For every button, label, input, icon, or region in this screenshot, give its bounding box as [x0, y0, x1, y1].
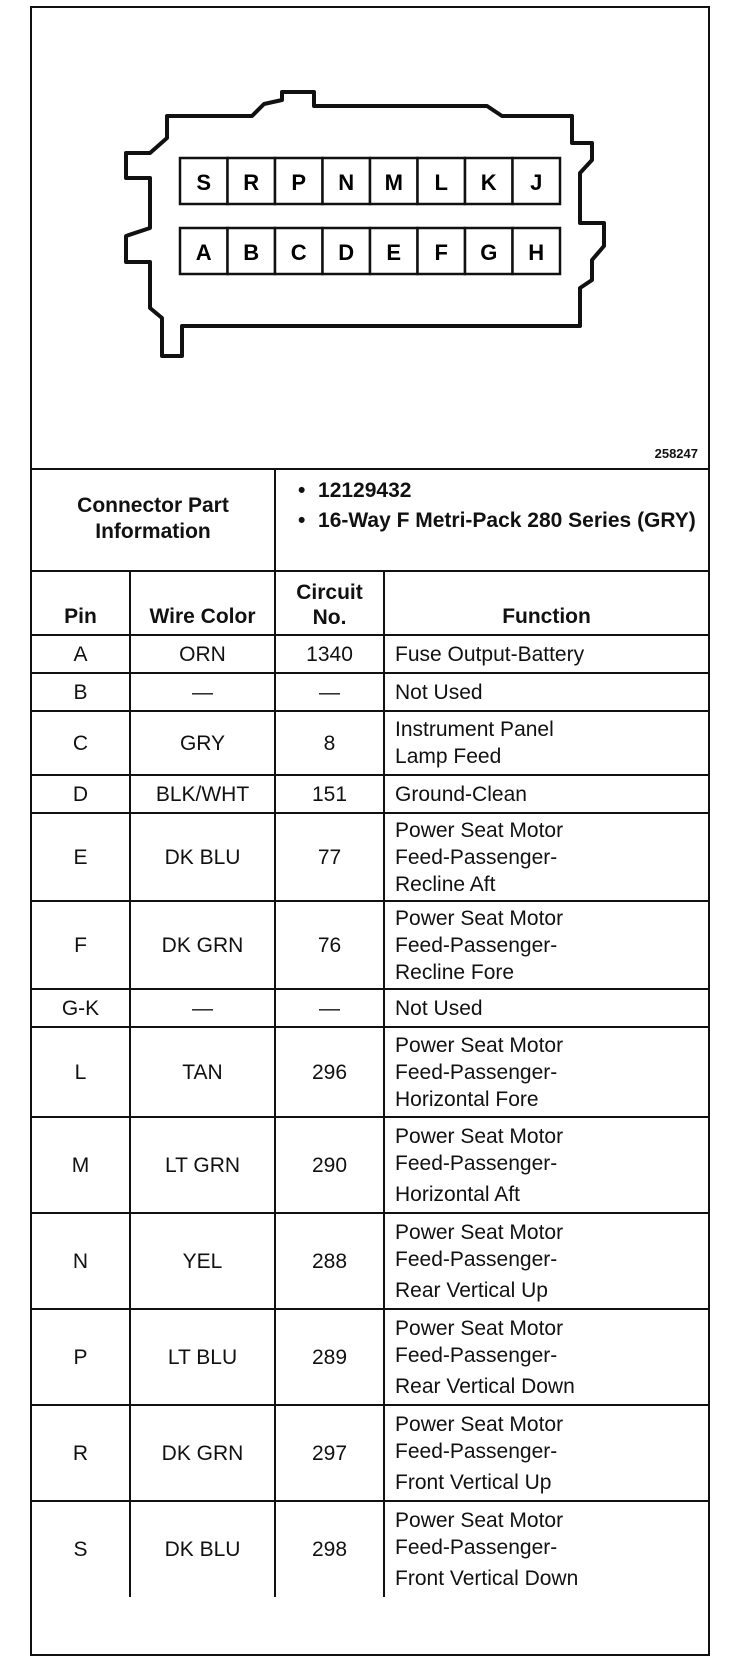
function-line: Feed-Passenger- [395, 1536, 558, 1559]
pin-cell: C [32, 711, 130, 775]
function-line: Power Seat Motor [395, 906, 564, 930]
pinout-table [32, 468, 708, 1597]
function-line: Front Vertical Up [395, 1470, 552, 1494]
function-line: Feed-Passenger- [395, 933, 558, 957]
pin-row-b [32, 673, 708, 711]
pin-cell: E [32, 813, 130, 901]
wire-color-cell: YEL [130, 1213, 275, 1309]
wire-color-cell: BLK/WHT [130, 775, 275, 813]
wire-color-cell: GRY [130, 711, 275, 775]
circuit-header: Circuit No. [275, 571, 384, 635]
part-info-row [32, 468, 708, 571]
pin-row-r [32, 1405, 708, 1501]
pin-row-f [32, 901, 708, 989]
pin-label-r: R [243, 170, 260, 195]
pin-label-l: L [434, 170, 448, 195]
part-info-list [275, 468, 708, 571]
circuit-cell: 297 [275, 1405, 384, 1501]
pin-cell: P [32, 1309, 130, 1405]
function-line: Power Seat Motor [395, 1124, 564, 1148]
function-line: Lamp Feed [395, 745, 502, 768]
function-cell [384, 1117, 708, 1213]
connector-face-drawing [32, 8, 708, 468]
circuit-cell: 8 [275, 711, 384, 775]
connector-diagram [32, 8, 708, 470]
circuit-cell: 288 [275, 1213, 384, 1309]
wire-color-header: Wire Color [130, 571, 275, 635]
function-line: Fuse Output-Battery [395, 642, 585, 666]
pin-label-a: A [195, 240, 212, 265]
function-line: Power Seat Motor [395, 1412, 564, 1436]
pin-label-p: P [291, 170, 307, 195]
function-line: Feed-Passenger- [395, 1439, 558, 1463]
function-line: Recline Fore [395, 960, 515, 984]
pin-row-l [32, 1027, 708, 1117]
wire-color-cell: — [130, 673, 275, 711]
pin-label-f: F [434, 240, 448, 265]
circuit-cell: 77 [275, 813, 384, 901]
pin-label-e: E [386, 240, 402, 265]
function-line: Horizontal Fore [395, 1087, 539, 1111]
function-cell [384, 1405, 708, 1501]
circuit-cell: 298 [275, 1501, 384, 1597]
header-row [32, 571, 708, 635]
wire-color-cell: DK BLU [130, 1501, 275, 1597]
function-line: Rear Vertical Down [395, 1374, 575, 1398]
function-line: Power Seat Motor [395, 1220, 564, 1244]
function-line: Front Vertical Down [395, 1567, 579, 1590]
function-cell [384, 1501, 708, 1597]
function-line: Feed-Passenger- [395, 1247, 558, 1271]
function-cell [384, 901, 708, 989]
connector-document [30, 6, 710, 1656]
pin-label-j: J [530, 170, 543, 195]
pin-row-g-k [32, 989, 708, 1027]
pin-cell: A [32, 635, 130, 673]
function-line: Power Seat Motor [395, 818, 564, 842]
pin-row-c [32, 711, 708, 775]
pin-cell: L [32, 1027, 130, 1117]
pin-cell: B [32, 673, 130, 711]
part-info-label: Connector Part Information [32, 468, 275, 571]
function-cell [384, 1213, 708, 1309]
wire-color-cell: TAN [130, 1027, 275, 1117]
connector-type: • 16-Way F Metri-Pack 280 Series (GRY) [298, 509, 696, 532]
wire-color-cell: LT BLU [130, 1309, 275, 1405]
function-line: Feed-Passenger- [395, 1343, 558, 1367]
pin-row-m [32, 1117, 708, 1213]
wire-color-cell: DK GRN [130, 1405, 275, 1501]
function-line: Feed-Passenger- [395, 1151, 558, 1175]
pin-label-b: B [243, 240, 260, 265]
part-number: • 12129432 [298, 479, 412, 502]
function-cell [384, 673, 708, 711]
function-line: Recline Aft [395, 872, 496, 896]
function-header: Function [384, 571, 708, 635]
function-line: Instrument Panel [395, 718, 554, 741]
wire-color-cell: LT GRN [130, 1117, 275, 1213]
pin-label-g: G [480, 240, 498, 265]
circuit-cell: 151 [275, 775, 384, 813]
function-line: Ground-Clean [395, 782, 527, 806]
pin-cell: F [32, 901, 130, 989]
pin-row-p [32, 1309, 708, 1405]
pin-label-c: C [290, 240, 307, 265]
pin-row-a [32, 635, 708, 673]
wire-color-cell: DK BLU [130, 813, 275, 901]
pin-label-m: M [384, 170, 403, 195]
function-line: Power Seat Motor [395, 1316, 564, 1340]
function-cell [384, 635, 708, 673]
function-line: Rear Vertical Up [395, 1278, 548, 1302]
pin-cell: S [32, 1501, 130, 1597]
pin-header: Pin [32, 571, 130, 635]
pin-row-bottom [180, 228, 560, 274]
wire-color-cell: ORN [130, 635, 275, 673]
function-cell [384, 813, 708, 901]
wire-color-cell: — [130, 989, 275, 1027]
function-cell [384, 1027, 708, 1117]
pin-row-d [32, 775, 708, 813]
figure-number: 258247 [654, 446, 698, 461]
function-cell [384, 775, 708, 813]
circuit-cell: 289 [275, 1309, 384, 1405]
pin-cell: R [32, 1405, 130, 1501]
pin-row-top [180, 158, 560, 204]
pin-label-d: D [338, 240, 355, 265]
circuit-cell: 296 [275, 1027, 384, 1117]
function-line: Power Seat Motor [395, 1509, 564, 1532]
circuit-cell: — [275, 673, 384, 711]
pin-cell: N [32, 1213, 130, 1309]
pin-cell: G-K [32, 989, 130, 1027]
pin-label-s: S [196, 170, 212, 195]
function-cell [384, 711, 708, 775]
wire-color-cell: DK GRN [130, 901, 275, 989]
function-line: Feed-Passenger- [395, 845, 558, 869]
circuit-cell: 1340 [275, 635, 384, 673]
pin-label-k: K [480, 170, 497, 195]
function-line: Feed-Passenger- [395, 1060, 558, 1084]
pin-cell: M [32, 1117, 130, 1213]
connector-housing-outline [126, 92, 604, 356]
function-line: Horizontal Aft [395, 1182, 520, 1206]
circuit-cell: 290 [275, 1117, 384, 1213]
function-cell [384, 1309, 708, 1405]
pin-label-h: H [528, 240, 545, 265]
pin-label-n: N [338, 170, 355, 195]
function-line: Power Seat Motor [395, 1033, 564, 1057]
pin-row-n [32, 1213, 708, 1309]
function-line: Not Used [395, 680, 483, 704]
pin-cell: D [32, 775, 130, 813]
circuit-cell: 76 [275, 901, 384, 989]
pin-row-s [32, 1501, 708, 1597]
function-line: Not Used [395, 996, 483, 1020]
function-cell [384, 989, 708, 1027]
circuit-cell: — [275, 989, 384, 1027]
pin-row-e [32, 813, 708, 901]
